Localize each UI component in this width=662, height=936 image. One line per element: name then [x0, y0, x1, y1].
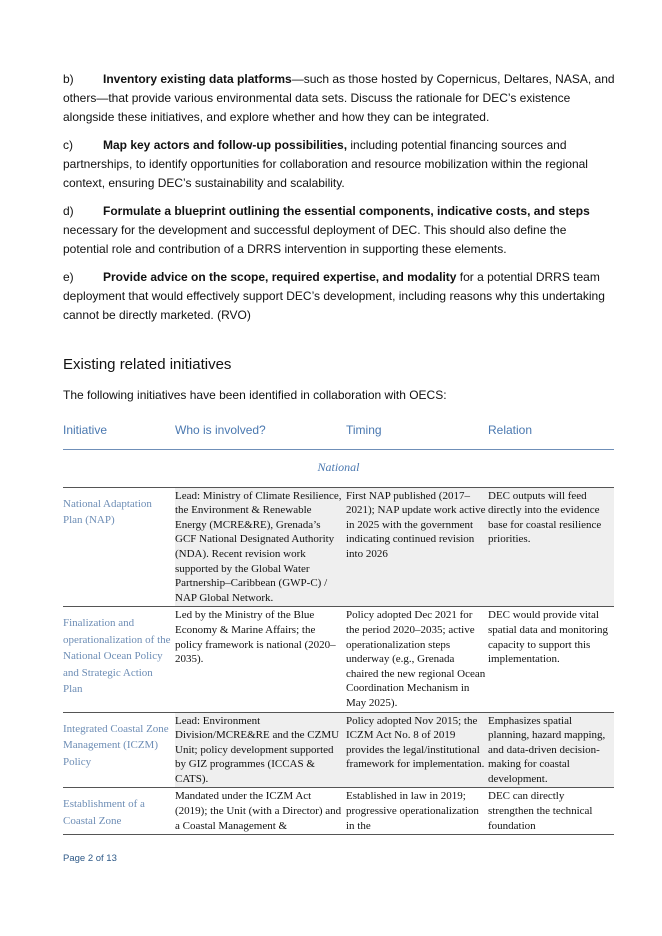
cell-timing: First NAP published (2017–2021); NAP update work active in 2025 with the government indicating continued revision into 2026 [346, 487, 488, 607]
group-row [63, 450, 614, 488]
cell-who: Lead: Environment Division/MCRE&RE and the CZMU Unit; policy development supported by GIZ programmes (ICCAS & CATS). [175, 712, 346, 788]
cell-initiative: Establishment of a Coastal Zone [63, 788, 175, 835]
initiatives-table [63, 423, 614, 835]
cell-who: Led by the Ministry of the Blue Economy & Marine Affairs; the policy framework is national (2020–2035). [175, 607, 346, 712]
paragraph-b: b) Inventory existing data platforms—such as those hosted by Copernicus, Deltares, NASA, and others—that provide various environmental data sets. Discuss the rationale for DEC’s existence alongside these initiatives, and explore whether and how they can be integrated. [63, 72, 615, 124]
cell-relation: Emphasizes spatial planning, hazard mapping, and data-driven decision-making for coastal development. [488, 712, 614, 788]
cell-timing: Policy adopted Nov 2015; the ICZM Act No. 8 of 2019 provides the legal/institutional framework for implementation. [346, 712, 488, 788]
table-row [63, 712, 614, 788]
cell-relation: DEC would provide vital spatial data and monitoring capacity to support this implementation. [488, 607, 614, 712]
cell-timing: Established in law in 2019; progressive operationalization in the [346, 788, 488, 835]
cell-who: Mandated under the ICZM Act (2019); the Unit (with a Director) and a Coastal Management & [175, 788, 346, 835]
header-relation: Relation [488, 423, 614, 450]
cell-initiative: Integrated Coastal Zone Management (ICZM) Policy [63, 712, 175, 788]
cell-initiative: Finalization and operationalization of the National Ocean Policy and Strategic Action Plan [63, 607, 175, 712]
header-row [63, 423, 614, 450]
section-title: Existing related initiatives [63, 356, 232, 373]
paragraph-e: e) Provide advice on the scope, required expertise, and modality for a potential DRRS team deployment that would effectively support DEC’s development, including reasons why this undertaking cannot be directly marketed. (RVO) [63, 270, 605, 322]
table-row [63, 607, 614, 712]
intro-text: The following initiatives have been identified in collaboration with OECS: [63, 388, 447, 402]
group-label: National [63, 450, 614, 488]
cell-relation: DEC can directly strengthen the technical foundation [488, 788, 614, 835]
cell-relation: DEC outputs will feed directly into the evidence base for coastal resilience priorities. [488, 487, 614, 607]
table-row [63, 487, 614, 607]
header-initiative: Initiative [63, 423, 175, 450]
header-who: Who is involved? [175, 423, 346, 450]
paragraph-c: c) Map key actors and follow-up possibilities, including potential financing sources and partnerships, to identify opportunities for collaboration and resource mobilization within the regional context, ensuring DEC’s sustainability and scalability. [63, 138, 588, 190]
table-row [63, 788, 614, 835]
cell-who: Lead: Ministry of Climate Resilience, the Environment & Renewable Energy (MCRE&RE), Grenada’s GCF National Designated Authority (NDA). Recent revision work supported by the Global Water Partnership–Caribbean (GWP-C) / NAP Global Network. [175, 487, 346, 607]
cell-initiative: National Adaptation Plan (NAP) [63, 487, 175, 607]
header-timing: Timing [346, 423, 488, 450]
paragraph-d: d) Formulate a blueprint outlining the essential components, indicative costs, and steps necessary for the development and successful deployment of DEC. This should also define the potential role and contribution of a DRRS intervention in supporting these elements. [63, 204, 590, 256]
cell-timing: Policy adopted Dec 2021 for the period 2020–2035; active operationalization steps underway (e.g., Grenada chaired the new regional Ocean Coordination Mechanism in May 2025). [346, 607, 488, 712]
page-number: Page 2 of 13 [63, 853, 117, 865]
